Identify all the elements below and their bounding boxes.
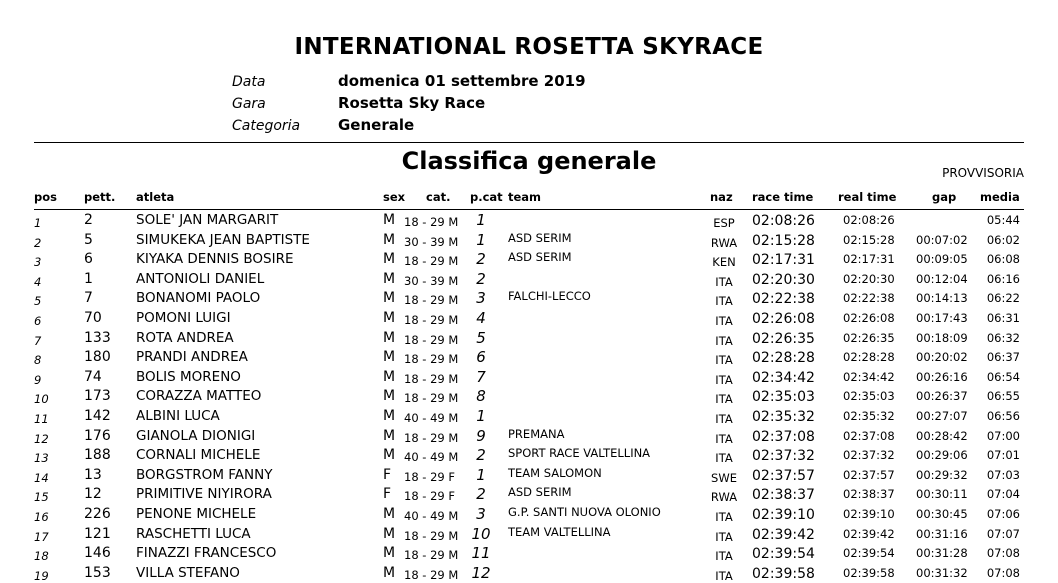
cell-media: 06:56 <box>986 409 1020 423</box>
col-header-gap: gap <box>932 190 957 204</box>
col-header-media: media <box>980 190 1020 204</box>
cell-cat: 18 - 29 M <box>404 430 459 445</box>
cell-naz: ESP <box>713 216 735 230</box>
cell-cat: 18 - 29 M <box>404 391 459 406</box>
cell-pett: 5 <box>84 231 93 248</box>
cell-gap: 00:31:16 <box>916 526 968 541</box>
cell-team: ASD SERIM <box>508 250 572 265</box>
cell-media: 07:00 <box>986 428 1020 443</box>
cell-pett: 7 <box>84 290 93 307</box>
cell-gap: 00:31:28 <box>916 546 968 561</box>
cell-atleta: PENONE MICHELE <box>136 506 257 522</box>
cell-pos: 18 <box>34 549 49 564</box>
cell-pcat: 2 <box>476 250 486 269</box>
cell-pcat: 2 <box>476 446 486 465</box>
cell-pos: 10 <box>34 392 49 407</box>
cell-gap: 00:29:06 <box>916 448 968 463</box>
cell-gap: 00:07:02 <box>916 232 968 247</box>
cell-pett: 180 <box>84 349 111 366</box>
cell-pcat: 10 <box>471 524 491 543</box>
table-row <box>0 387 1058 407</box>
cell-gap: 00:26:37 <box>916 389 968 404</box>
cell-real-time: 02:35:03 <box>843 389 895 404</box>
cell-pett: 133 <box>84 329 111 346</box>
cell-race-time: 02:26:08 <box>752 311 815 327</box>
col-header-naz: naz <box>710 190 733 204</box>
cell-naz: ITA <box>715 333 733 348</box>
cell-media: 06:32 <box>986 330 1020 345</box>
cell-media: 06:55 <box>986 389 1020 404</box>
cell-sex: M <box>383 447 396 464</box>
cell-pcat: 11 <box>471 544 491 563</box>
cell-sex: M <box>383 388 396 405</box>
page-title: INTERNATIONAL ROSETTA SKYRACE <box>294 34 764 60</box>
cell-pos: 2 <box>34 235 42 250</box>
cell-pos: 11 <box>34 412 49 426</box>
cell-pos: 14 <box>34 470 49 485</box>
meta-value-data: domenica 01 settembre 2019 <box>338 72 586 90</box>
cell-naz: ITA <box>715 372 733 387</box>
col-header-cat: cat. <box>426 190 451 204</box>
cell-race-time: 02:37:08 <box>752 428 815 445</box>
cell-atleta: CORNALI MICHELE <box>136 447 261 464</box>
cell-race-time: 02:39:58 <box>752 565 815 582</box>
cell-pos: 3 <box>34 255 42 270</box>
cell-real-time: 02:20:30 <box>843 271 895 286</box>
cell-gap: 00:30:11 <box>916 487 968 502</box>
table-row <box>0 231 1058 251</box>
cell-naz: ITA <box>715 431 733 446</box>
cell-sex: M <box>383 349 396 366</box>
col-header-race-time: race time <box>752 190 814 204</box>
cell-gap: 00:28:42 <box>916 428 968 443</box>
cell-pett: 2 <box>84 212 93 228</box>
cell-race-time: 02:08:26 <box>752 213 815 229</box>
cell-sex: M <box>383 290 396 307</box>
cell-naz: ITA <box>715 568 733 583</box>
cell-pos: 13 <box>34 451 49 466</box>
table-row <box>0 368 1058 388</box>
cell-cat: 18 - 29 M <box>404 332 459 347</box>
cell-naz: ITA <box>715 314 733 328</box>
cell-pett: 173 <box>84 388 111 405</box>
cell-cat: 18 - 29 M <box>404 548 459 563</box>
cell-cat: 18 - 29 M <box>404 293 459 308</box>
cell-cat: 18 - 29 F <box>404 469 455 484</box>
cell-naz: RWA <box>710 490 738 505</box>
cell-race-time: 02:17:31 <box>752 252 815 269</box>
cell-atleta: PRIMITIVE NIYIRORA <box>136 486 272 503</box>
cell-race-time: 02:39:54 <box>752 546 815 563</box>
section-title: Classifica generale <box>401 147 657 175</box>
cell-pcat: 8 <box>476 387 486 406</box>
cell-sex: M <box>383 368 396 385</box>
cell-real-time: 02:26:35 <box>843 330 895 345</box>
cell-gap: 00:31:32 <box>916 565 968 580</box>
cell-media: 06:02 <box>986 232 1020 247</box>
table-row <box>0 309 1058 329</box>
cell-real-time: 02:35:32 <box>843 409 895 423</box>
cell-atleta: BONANOMI PAOLO <box>136 290 261 307</box>
meta-value-gara: Rosetta Sky Race <box>338 94 486 112</box>
cell-media: 06:08 <box>986 252 1020 267</box>
cell-pett: 176 <box>84 427 111 444</box>
cell-cat: 18 - 29 M <box>404 567 459 582</box>
col-header-pett: pett. <box>84 190 116 204</box>
cell-media: 06:54 <box>986 369 1020 384</box>
cell-real-time: 02:28:28 <box>843 350 895 365</box>
table-row <box>0 211 1058 231</box>
table-row <box>0 270 1058 290</box>
cell-pcat: 1 <box>476 230 486 249</box>
cell-sex: F <box>383 486 392 503</box>
cell-pett: 188 <box>84 447 111 464</box>
cell-media: 06:37 <box>986 350 1020 365</box>
table-row <box>0 544 1058 564</box>
cell-pett: 1 <box>84 270 93 287</box>
cell-sex: M <box>383 427 396 444</box>
header-divider <box>34 142 1024 143</box>
cell-team: TEAM VALTELLINA <box>508 524 611 539</box>
status-label: PROVVISORIA <box>942 166 1024 180</box>
cell-pcat: 5 <box>476 328 486 347</box>
cell-media: 07:04 <box>986 487 1020 502</box>
cell-pcat: 2 <box>476 485 486 504</box>
cell-sex: M <box>383 310 396 326</box>
table-row <box>0 407 1058 427</box>
cell-media: 07:06 <box>986 507 1020 521</box>
col-header-real-time: real time <box>838 190 897 204</box>
cell-pcat: 4 <box>476 309 486 327</box>
cell-real-time: 02:37:08 <box>843 428 895 443</box>
table-row <box>0 446 1058 466</box>
table-row <box>0 250 1058 270</box>
cell-naz: ITA <box>715 451 733 466</box>
cell-atleta: ROTA ANDREA <box>136 329 234 346</box>
table-row <box>0 329 1058 349</box>
cell-atleta: SOLE' JAN MARGARIT <box>136 212 279 228</box>
cell-atleta: CORAZZA MATTEO <box>136 388 262 405</box>
table-row <box>0 505 1058 525</box>
cell-media: 05:44 <box>986 213 1020 227</box>
cell-pos: 1 <box>34 216 42 230</box>
cell-pett: 13 <box>84 466 102 483</box>
cell-atleta: BOLIS MORENO <box>136 368 241 385</box>
cell-cat: 40 - 49 M <box>404 509 459 523</box>
col-header-pcat: p.cat <box>470 190 503 204</box>
cell-cat: 18 - 29 M <box>404 215 459 229</box>
table-row <box>0 525 1058 545</box>
cell-cat: 30 - 39 M <box>404 273 459 288</box>
cell-real-time: 02:39:58 <box>843 565 895 580</box>
cell-race-time: 02:37:32 <box>752 448 815 465</box>
cell-gap: 00:30:45 <box>916 507 968 521</box>
cell-sex: M <box>383 506 396 522</box>
cell-pett: 146 <box>84 545 111 562</box>
cell-sex: M <box>383 212 396 228</box>
cell-sex: M <box>383 545 396 562</box>
cell-race-time: 02:35:32 <box>752 409 815 425</box>
cell-media: 07:08 <box>986 546 1020 561</box>
meta-value-categoria: Generale <box>338 116 415 134</box>
cell-pos: 6 <box>34 314 42 328</box>
cell-naz: ITA <box>715 294 733 309</box>
cell-pett: 121 <box>84 525 111 542</box>
cell-pos: 5 <box>34 294 42 309</box>
cell-gap: 00:18:09 <box>916 330 968 345</box>
cell-pett: 70 <box>84 310 102 326</box>
cell-team: PREMANA <box>508 426 565 441</box>
table-row <box>0 564 1058 583</box>
cell-sex: M <box>383 329 396 346</box>
cell-race-time: 02:39:10 <box>752 507 815 523</box>
cell-pos: 19 <box>34 568 49 583</box>
cell-team: TEAM SALOMON <box>508 465 602 480</box>
cell-pos: 12 <box>34 431 49 446</box>
table-row <box>0 427 1058 447</box>
cell-pos: 16 <box>34 510 49 524</box>
cell-pos: 4 <box>34 274 42 289</box>
cell-cat: 40 - 49 M <box>404 450 459 465</box>
cell-naz: ITA <box>715 353 733 368</box>
cell-atleta: RASCHETTI LUCA <box>136 525 251 542</box>
cell-media: 07:08 <box>986 565 1020 580</box>
cell-naz: ITA <box>715 549 733 564</box>
cell-pcat: 3 <box>476 505 486 523</box>
cell-cat: 18 - 29 M <box>404 254 459 269</box>
cell-media: 07:01 <box>986 448 1020 463</box>
cell-cat: 18 - 29 M <box>404 352 459 367</box>
cell-real-time: 02:17:31 <box>843 252 895 267</box>
cell-atleta: SIMUKEKA JEAN BAPTISTE <box>136 231 310 248</box>
cell-team: FALCHI-LECCO <box>508 289 591 304</box>
cell-pcat: 2 <box>476 269 486 288</box>
cell-pcat: 1 <box>476 465 486 484</box>
cell-sex: M <box>383 525 396 542</box>
cell-real-time: 02:34:42 <box>843 369 895 384</box>
cell-media: 06:22 <box>986 291 1020 306</box>
cell-sex: M <box>383 251 396 268</box>
cell-pett: 153 <box>84 564 111 581</box>
cell-real-time: 02:38:37 <box>843 487 895 502</box>
cell-sex: M <box>383 564 396 581</box>
table-row <box>0 348 1058 368</box>
meta-label-categoria: Categoria <box>232 118 301 134</box>
cell-team: ASD SERIM <box>508 485 572 500</box>
cell-gap: 00:29:32 <box>916 467 968 482</box>
cell-race-time: 02:38:37 <box>752 487 815 504</box>
cell-media: 06:16 <box>986 271 1020 286</box>
cell-pcat: 1 <box>476 407 486 425</box>
cell-media: 06:31 <box>986 311 1020 325</box>
cell-pcat: 9 <box>476 426 486 445</box>
cell-gap: 00:14:13 <box>916 291 968 306</box>
cell-naz: RWA <box>710 235 738 250</box>
col-header-sex: sex <box>383 190 406 204</box>
cell-gap: 00:20:02 <box>916 350 968 365</box>
cell-pcat: 6 <box>476 348 486 367</box>
cell-race-time: 02:15:28 <box>752 232 815 249</box>
cell-pos: 9 <box>34 372 42 387</box>
col-header-pos: pos <box>34 190 57 204</box>
cell-naz: SWE <box>711 470 737 485</box>
table-row <box>0 289 1058 309</box>
cell-pett: 12 <box>84 486 102 503</box>
cell-media: 07:03 <box>986 467 1020 482</box>
cell-media: 07:07 <box>986 526 1020 541</box>
cell-pos: 17 <box>34 529 49 544</box>
cell-race-time: 02:34:42 <box>752 369 815 386</box>
cell-naz: KEN <box>712 255 736 270</box>
cell-atleta: ANTONIOLI DANIEL <box>136 270 265 287</box>
cell-atleta: BORGSTROM FANNY <box>136 466 273 483</box>
cell-naz: ITA <box>715 392 733 407</box>
cell-race-time: 02:20:30 <box>752 271 815 288</box>
cell-real-time: 02:37:32 <box>843 448 895 463</box>
table-row <box>0 466 1058 486</box>
cell-real-time: 02:08:26 <box>843 213 895 227</box>
cell-atleta: KIYAKA DENNIS BOSIRE <box>136 251 294 268</box>
cell-pos: 15 <box>34 490 49 505</box>
cell-real-time: 02:39:42 <box>843 526 895 541</box>
cell-team: G.P. SANTI NUOVA OLONIO <box>508 505 661 519</box>
meta-label-gara: Gara <box>232 96 266 112</box>
cell-gap: 00:17:43 <box>916 311 968 325</box>
cell-real-time: 02:26:08 <box>843 311 895 325</box>
cell-sex: F <box>383 466 392 483</box>
cell-real-time: 02:37:57 <box>843 467 895 482</box>
cell-atleta: VILLA STEFANO <box>136 564 240 581</box>
cell-pcat: 3 <box>476 289 486 308</box>
cell-atleta: PRANDI ANDREA <box>136 349 248 366</box>
col-header-atleta: atleta <box>136 190 175 204</box>
cell-naz: ITA <box>715 529 733 544</box>
cell-atleta: ALBINI LUCA <box>136 408 220 424</box>
cell-atleta: GIANOLA DIONIGI <box>136 427 256 444</box>
table-header-divider <box>34 209 1024 210</box>
cell-race-time: 02:39:42 <box>752 526 815 543</box>
table-row <box>0 485 1058 505</box>
col-header-team: team <box>508 190 542 204</box>
cell-cat: 18 - 29 M <box>404 371 459 386</box>
cell-cat: 40 - 49 M <box>404 411 459 425</box>
cell-pett: 6 <box>84 251 93 268</box>
cell-cat: 18 - 29 M <box>404 313 459 327</box>
cell-race-time: 02:35:03 <box>752 389 815 406</box>
cell-naz: ITA <box>715 412 733 426</box>
cell-real-time: 02:39:54 <box>843 546 895 561</box>
cell-atleta: FINAZZI FRANCESCO <box>136 545 277 562</box>
meta-label-data: Data <box>232 74 266 90</box>
cell-gap: 00:26:16 <box>916 369 968 384</box>
cell-cat: 30 - 39 M <box>404 234 459 249</box>
cell-real-time: 02:22:38 <box>843 291 895 306</box>
cell-naz: ITA <box>715 274 733 289</box>
cell-race-time: 02:28:28 <box>752 350 815 367</box>
cell-race-time: 02:37:57 <box>752 467 815 484</box>
cell-race-time: 02:22:38 <box>752 291 815 308</box>
cell-atleta: POMONI LUIGI <box>136 310 231 326</box>
cell-gap: 00:12:04 <box>916 271 968 286</box>
cell-naz: ITA <box>715 510 733 524</box>
cell-sex: M <box>383 231 396 248</box>
cell-pett: 226 <box>84 506 111 522</box>
cell-real-time: 02:15:28 <box>843 232 895 247</box>
cell-pos: 8 <box>34 353 42 368</box>
cell-sex: M <box>383 270 396 287</box>
cell-pett: 74 <box>84 368 102 385</box>
cell-cat: 18 - 29 M <box>404 528 459 543</box>
cell-gap: 00:09:05 <box>916 252 968 267</box>
cell-pcat: 7 <box>476 367 486 386</box>
cell-race-time: 02:26:35 <box>752 330 815 347</box>
cell-pos: 7 <box>34 333 42 348</box>
cell-pett: 142 <box>84 408 111 424</box>
cell-team: SPORT RACE VALTELLINA <box>508 446 651 461</box>
cell-real-time: 02:39:10 <box>843 507 895 521</box>
cell-sex: M <box>383 408 396 424</box>
cell-pcat: 12 <box>471 563 491 582</box>
cell-team: ASD SERIM <box>508 230 572 245</box>
cell-cat: 18 - 29 F <box>404 489 455 504</box>
cell-gap: 00:27:07 <box>916 409 968 423</box>
cell-pcat: 1 <box>476 211 486 229</box>
